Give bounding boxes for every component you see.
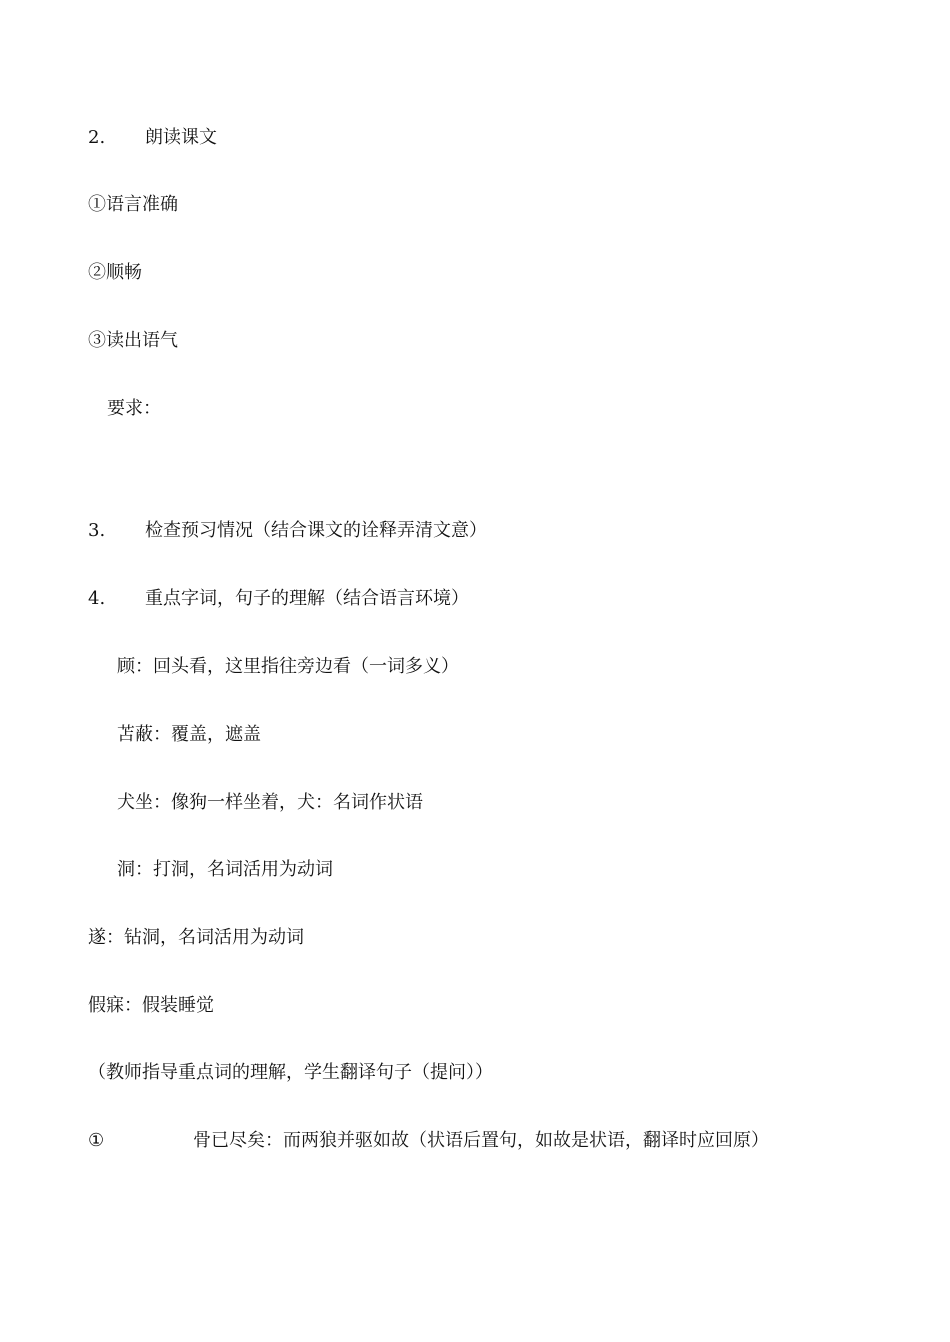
vocab-jiamei: 假寐：假装睡觉 <box>88 995 214 1016</box>
item-3-title: 检查预习情况（结合课文的诠释弄清文意） <box>145 520 487 541</box>
vocab-gu: 顾：回头看，这里指往旁边看（一词多义） <box>117 656 459 677</box>
requirement-fluency: ②顺畅 <box>88 262 142 283</box>
teacher-note: （教师指导重点词的理解，学生翻译句子（提问）） <box>88 1062 493 1083</box>
vocab-quanzuo: 犬坐：像狗一样坐着，犬：名词作状语 <box>117 792 423 813</box>
requirement-tone: ③读出语气 <box>88 330 178 351</box>
vocab-dong: 洞：打洞，名词活用为动词 <box>117 859 333 880</box>
item-2-title: 朗读课文 <box>145 127 217 148</box>
sentence-1-text: 骨已尽矣：而两狼并驱如故（状语后置句，如故是状语，翻译时应回原） <box>193 1130 769 1151</box>
item-2-number: 2. <box>88 127 106 148</box>
item-4-title: 重点字词，句子的理解（结合语言环境） <box>145 588 469 609</box>
requirement-label: 要求： <box>107 398 161 419</box>
item-3-number: 3. <box>88 520 106 541</box>
sentence-1-number: ① <box>88 1130 105 1151</box>
requirement-accuracy: ①语言准确 <box>88 194 178 215</box>
vocab-sui: 遂：钻洞，名词活用为动词 <box>88 927 304 948</box>
vocab-shanbi: 苫蔽：覆盖，遮盖 <box>117 724 261 745</box>
item-4-number: 4. <box>88 588 106 609</box>
